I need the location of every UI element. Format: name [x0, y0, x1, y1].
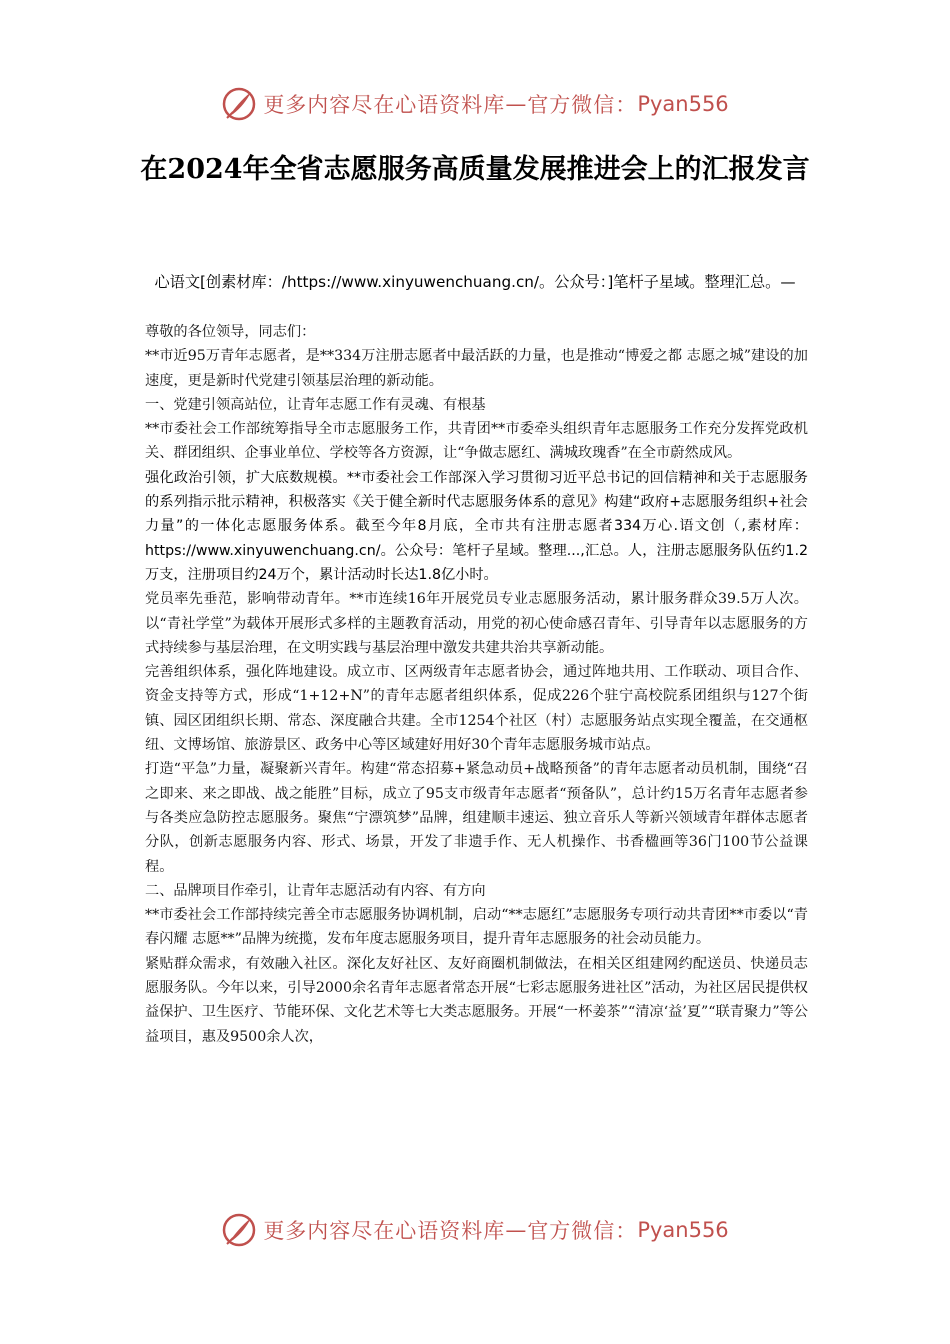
section-heading: 二、品牌项目作牵引，让青年志愿活动有内容、有方向	[145, 882, 486, 899]
source-note: 心语文[创素材库：/https://www.xinyuwenchuang.cn/。公众号：]笔杆子星域。整理汇总。—	[154, 273, 796, 291]
paragraph: 紧贴群众需求，有效融入社区。深化友好社区、友好商圈机制做法，在相关区组建网约配送员、快递员志愿服务队。今年以来，引导2000余名青年志愿者常态开展“七彩志愿服务进社区”活动，为社区居民提供权益保护、卫生医疗、节能环保、文化艺术等七大类志愿服务。开展“一杯姜茶”“清凉‘益’夏”“联青聚力”等公益项目，惠及9500余人次，	[145, 955, 808, 1045]
paragraph: 完善组织体系，强化阵地建设。成立市、区两级青年志愿者协会，通过阵地共用、工作联动、项目合作、资金支持等方式，形成“1+12+N”的青年志愿者组织体系，促成226个驻宁高校院系团组织与127个街镇、园区团组织长期、常态、深度融合共建。全市1254个社区（村）志愿服务站点实现全覆盖，在交通枢纽、文博场馆、旅游景区、政务中心等区域建好用好30个青年志愿服务城市站点。	[145, 664, 808, 754]
quill-pen-logo-icon	[221, 1212, 257, 1248]
paragraph: 尊敬的各位领导，同志们：	[145, 324, 316, 340]
paragraph: 强化政治引领，扩大底数规模。**市委社会工作部深入学习贯彻习近平总书记的回信精神和关于志愿服务的系列指示批示精神，积极落实《关于健全新时代志愿服务体系的意见》构建“政府+志愿服务组织+社会力量”的一体化志愿服务体系。截至今年8月底，全市共有注册志愿者334万心.语文创（,素材库：https://www.xinyuwenchuang.cn/。公众号：笔杆子星域。整理...,汇总。人，注册志愿服务队伍约1.2万支，注册项目约24万个，累计活动时长达1.8亿小时。	[145, 469, 808, 583]
banner-separator: —	[505, 92, 528, 116]
banner-text: 更多内容尽在心语资料库	[263, 93, 506, 117]
paragraph: 打造“平急”力量，凝聚新兴青年。构建“常态招募+紧急动员+战略预备”的青年志愿者动员机制，围绕“召之即来、来之即战、战之能胜”目标，成立了95支市级青年志愿者“预备队”，总计约15万名青年志愿者参与各类应急防控志愿服务。聚焦“宁漂筑梦”品牌，组建顺丰速运、独立音乐人等新兴领域青年群体志愿者分队，创新志愿服务内容、形式、场景，开发了非遗手作、无人机操作、书香楹画等36门100节公益课程。	[145, 761, 808, 875]
banner-account: Pyan556	[637, 92, 729, 116]
document-body	[145, 320, 808, 1049]
banner-account: Pyan556	[637, 1218, 729, 1242]
paragraph: **市近95万青年志愿者，是**334万注册志愿者中最活跃的力量，也是推动“博爱之都 志愿之城”建设的加速度，更是新时代党建引领基层治理的新动能。	[145, 348, 808, 389]
document-title: 在2024年全省志愿服务高质量发展推进会上的汇报发言	[140, 154, 810, 185]
paragraph: **市委社会工作部持续完善全市志愿服务协调机制，启动“**志愿红”志愿服务专项行动共青团**市委以“青春闪耀 志愿**”品牌为统揽，发布年度志愿服务项目，提升青年志愿服务的社会动员能力。	[145, 907, 808, 948]
banner-label: 官方微信：	[527, 93, 638, 117]
banner-separator: —	[505, 1218, 528, 1242]
banner-text: 更多内容尽在心语资料库	[263, 1219, 506, 1243]
banner-label: 官方微信：	[527, 1219, 638, 1243]
quill-pen-logo-icon	[221, 86, 257, 122]
footer-banner	[0, 1212, 950, 1248]
paragraph: 党员率先垂范，影响带动青年。**市连续16年开展党员专业志愿服务活动，累计服务群众39.5万人次。以“青社学堂”为载体开展形式多样的主题教育活动，用党的初心使命感召青年、引导青年以志愿服务的方式持续参与基层治理，在文明实践与基层治理中激发共建共治共享新动能。	[145, 591, 808, 656]
header-banner	[0, 86, 950, 122]
section-heading: 一、党建引领高站位，让青年志愿工作有灵魂、有根基	[145, 396, 486, 413]
paragraph: **市委社会工作部统筹指导全市志愿服务工作，共青团**市委牵头组织青年志愿服务工作充分发挥党政机关、群团组织、企事业单位、学校等各方资源，让“争做志愿红、满城玫瑰香”在全市蔚然成风。	[145, 421, 808, 462]
